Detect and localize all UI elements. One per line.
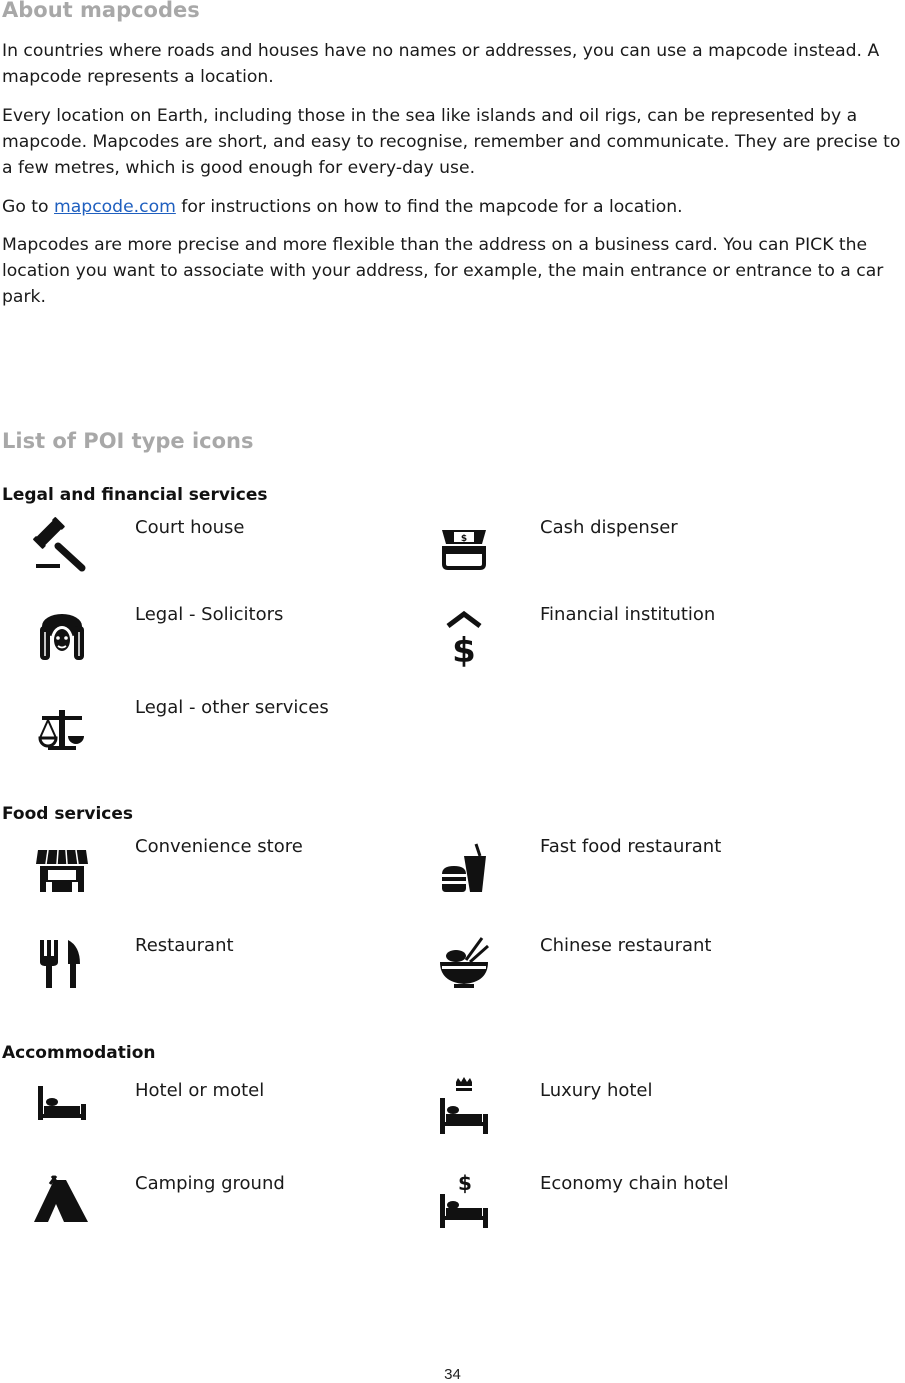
solicitor-icon	[30, 604, 94, 668]
about-paragraph-1: In countries where roads and houses have no names or addresses, you can use a mapcode instead. A mapcode represents a location.	[2, 41, 880, 87]
poi-label-chinese-restaurant: Chinese restaurant	[540, 935, 712, 956]
about-paragraph-4: Mapcodes are more precise and more flexible than the address on a business card. You can PICK the location you want to associate with your address, for example, the main entrance or entrance to a car park.	[2, 235, 884, 307]
subheading-accommodation: Accommodation	[2, 1043, 156, 1063]
poi-label-economy-chain-hotel: Economy chain hotel	[540, 1173, 729, 1194]
about-paragraph-3	[2, 194, 902, 220]
tent-icon	[30, 1168, 94, 1232]
section-title-poi-icons: List of POI type icons	[2, 429, 254, 453]
poi-label-legal-solicitors: Legal - Solicitors	[135, 604, 284, 625]
bed-icon	[30, 1074, 94, 1138]
store-icon	[30, 838, 94, 902]
economy-bed-icon	[432, 1168, 496, 1232]
about-paragraph-2: Every location on Earth, including those in the sea like islands and oil rigs, can be represented by a mapcode. Mapcodes are short, and easy to recognise, remember and communicate. They are precise to a few metres, which is good enough for every-day use.	[2, 106, 901, 178]
poi-label-luxury-hotel: Luxury hotel	[540, 1080, 653, 1101]
mapcode-link[interactable]: mapcode.com	[54, 197, 176, 217]
svg-text:$: $	[452, 631, 476, 668]
poi-label-convenience-store: Convenience store	[135, 836, 303, 857]
poi-label-court-house: Court house	[135, 517, 245, 538]
bowl-chopsticks-icon	[432, 932, 496, 996]
fork-knife-icon	[30, 932, 94, 996]
cash-dispenser-icon	[432, 514, 496, 578]
poi-label-legal-other: Legal - other services	[135, 697, 329, 718]
luxury-bed-icon	[432, 1074, 496, 1138]
about-paragraph-3-after: for instructions on how to find the mapcode for a location.	[175, 197, 683, 217]
poi-label-restaurant: Restaurant	[135, 935, 234, 956]
financial-institution-icon	[432, 604, 496, 668]
subheading-legal-financial: Legal and financial services	[2, 485, 268, 505]
scales-icon	[30, 698, 94, 762]
section-title-about-mapcodes: About mapcodes	[2, 0, 200, 22]
poi-label-camping-ground: Camping ground	[135, 1173, 285, 1194]
poi-label-cash-dispenser: Cash dispenser	[540, 517, 678, 538]
subheading-food-services: Food services	[2, 804, 134, 824]
page-number: 34	[444, 1366, 461, 1383]
poi-label-financial-institution: Financial institution	[540, 604, 716, 625]
poi-label-fast-food: Fast food restaurant	[540, 836, 722, 857]
about-paragraph-3-before: Go to	[2, 197, 55, 217]
poi-label-hotel-motel: Hotel or motel	[135, 1080, 265, 1101]
svg-text:$: $	[460, 534, 468, 544]
svg-text:$: $	[458, 1171, 472, 1195]
gavel-icon	[30, 514, 94, 578]
fast-food-icon	[432, 838, 496, 902]
